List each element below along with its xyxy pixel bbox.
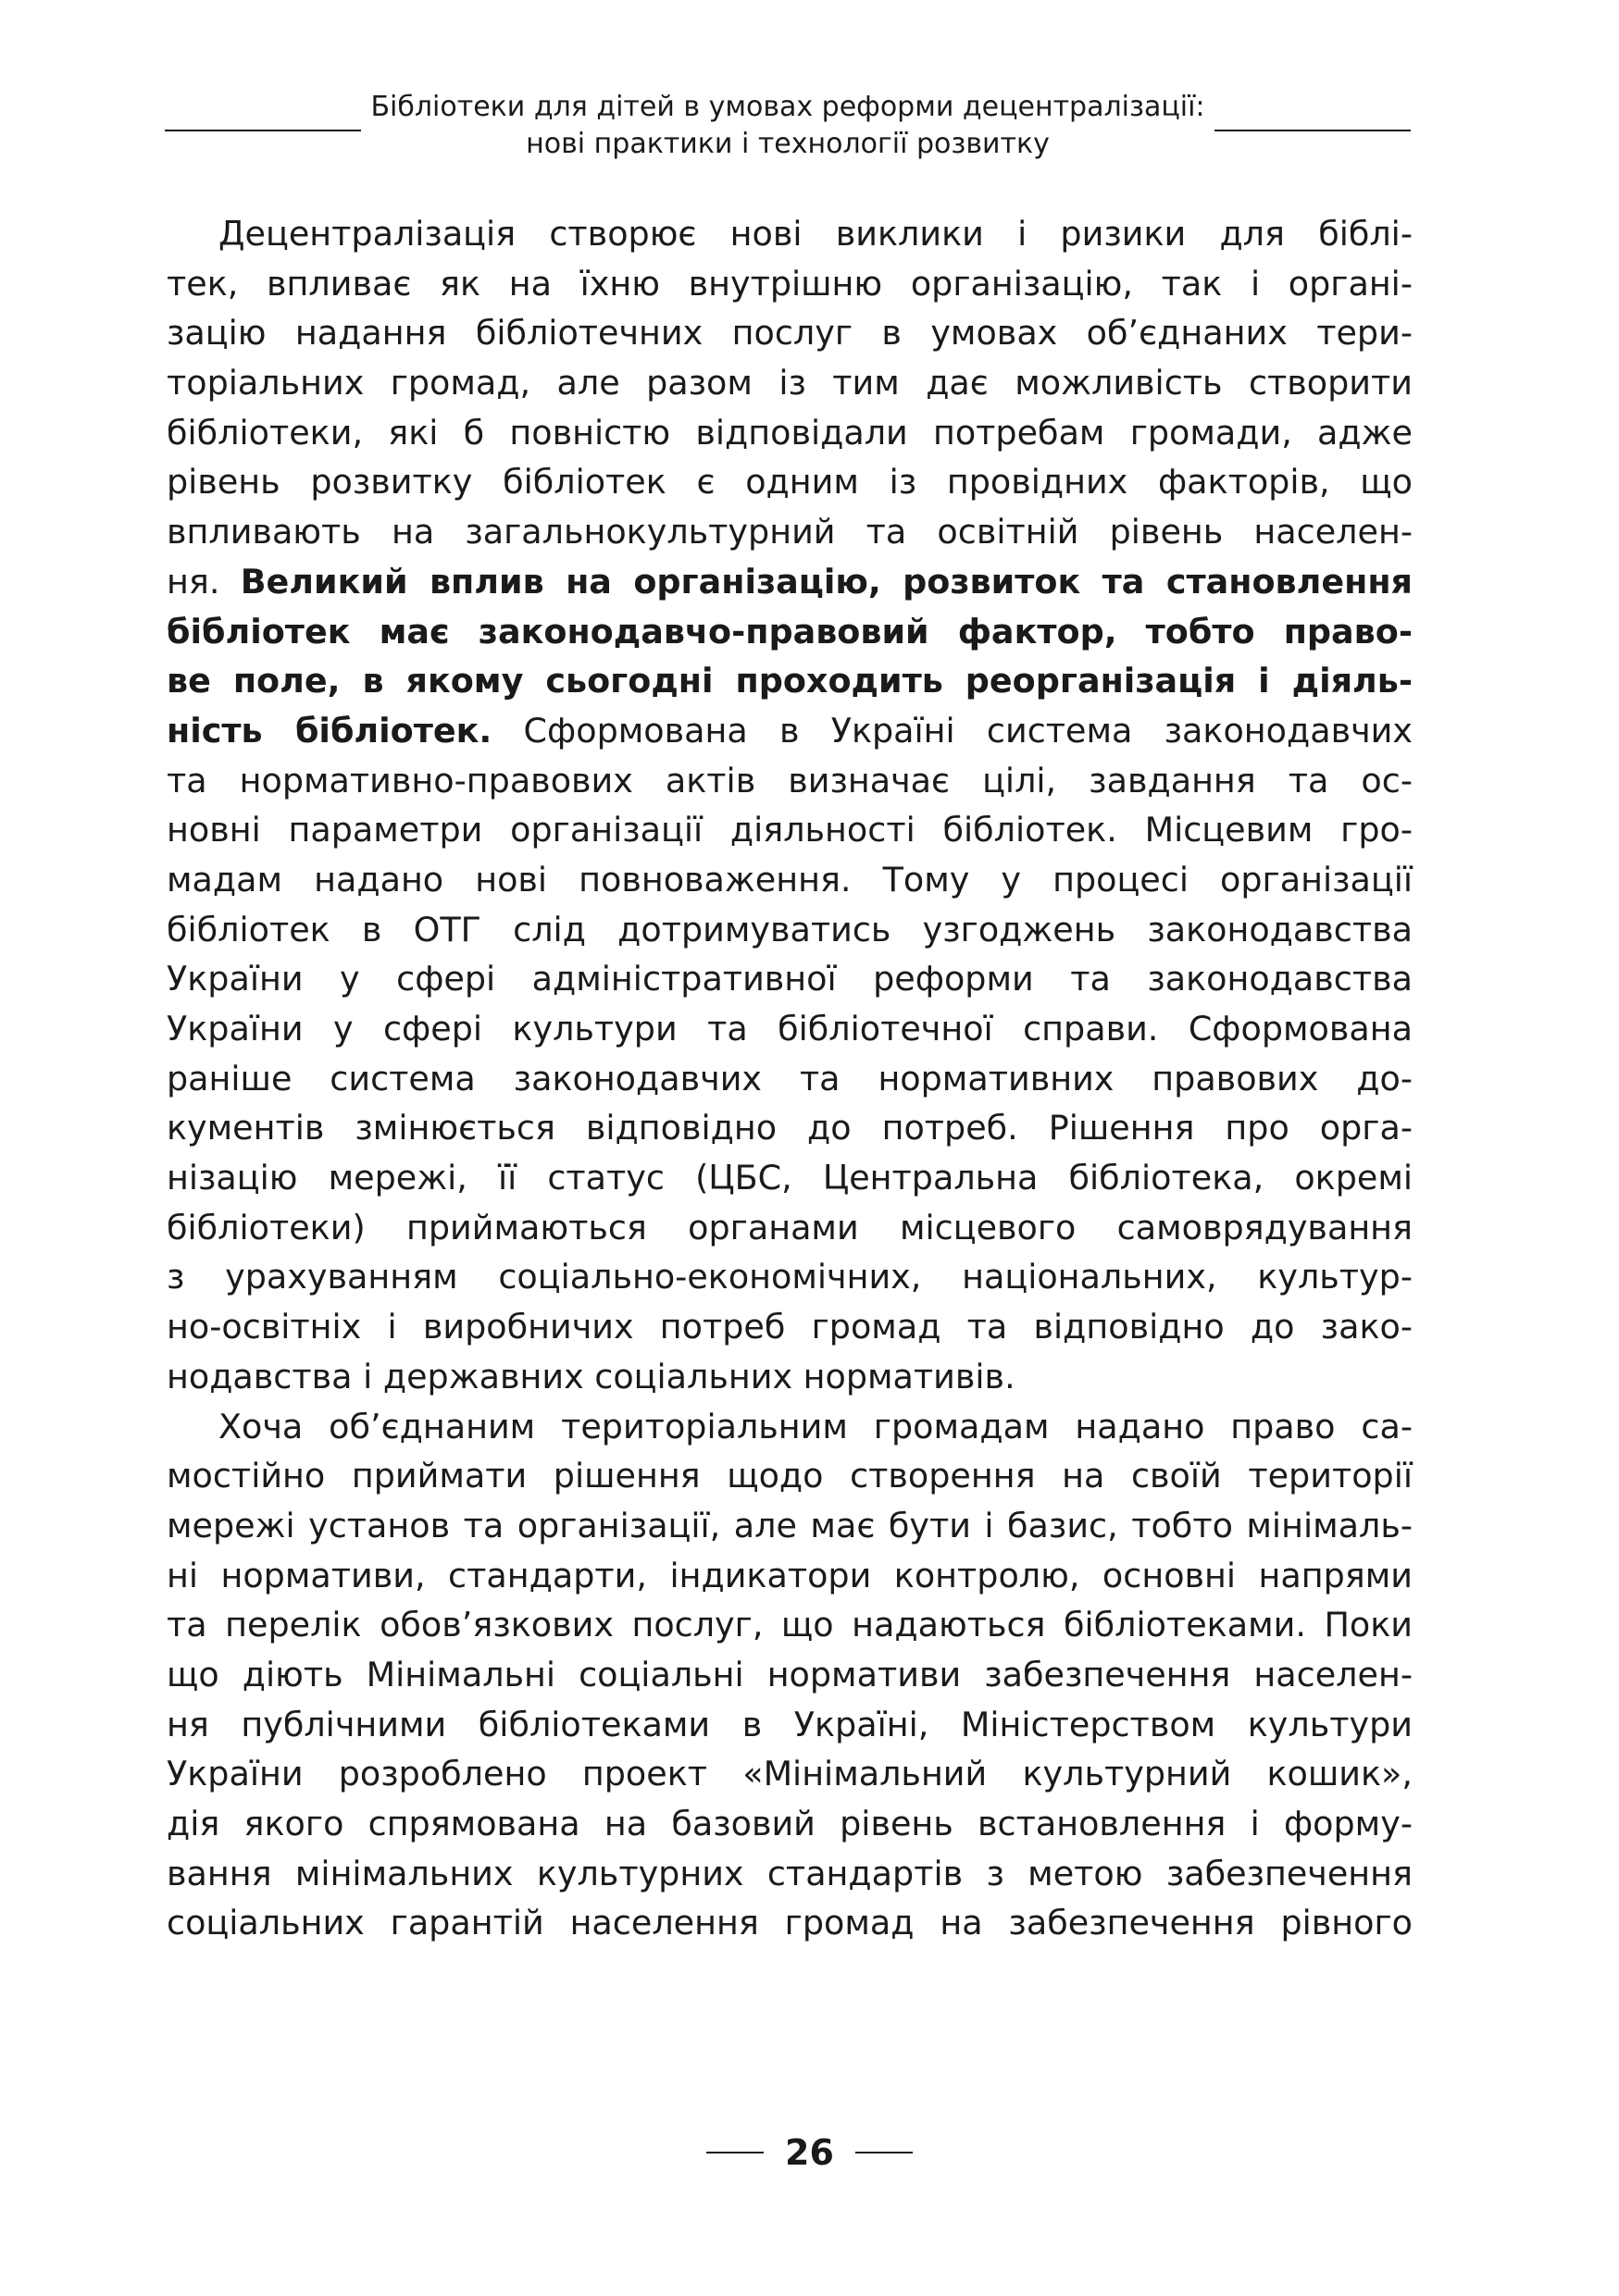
text-line: впливають на загальнокультурний та освітній рівень населен- [167,512,1413,552]
text-line: Хоча об’єднаним територіальним громадам надано право са- [218,1406,1413,1446]
text-line: що діють Мінімальні соціальні нормативи забезпечення населен- [167,1654,1413,1694]
text-line: України у сфері культури та бібліотечної справи. Сформована [167,1009,1413,1049]
text-line: дія якого спрямована на базовий рівень встановлення і форму- [167,1804,1413,1843]
paragraph-2 [167,1402,1413,1949]
text-line: новні параметри організації діяльності бібліотек. Місцевим гро- [167,810,1413,850]
text-line: України розроблено проект «Мінімальний культурний кошик», [167,1754,1413,1794]
text-bold-emphasis: ність бібліотек. [167,710,492,751]
text-line: нізацію мережі, її статус (ЦБС, Центральна бібліотека, окремі [167,1158,1413,1198]
text-line: кументів змінюється відповідно до потреб. Рішення про орга- [167,1108,1413,1148]
text-line: з урахуванням соціально-економічних, національних, культур- [167,1257,1413,1297]
running-header [165,89,1411,172]
text-line: нодавства і державних соціальних нормативів. [167,1356,1015,1396]
text-line: рівень розвитку бібліотек є одним із провідних факторів, що [167,462,1413,503]
text-line-mixed [167,557,1413,607]
text-regular: Сформована в Україні система законодавчих [492,710,1413,751]
header-rule-left [165,130,361,131]
text-line: бібліотеки) приймаються органами місцевого самоврядування [167,1207,1413,1247]
paragraph-1 [167,209,1413,1402]
text-line: вання мінімальних культурних стандартів з метою забезпечення [167,1853,1413,1893]
header-title-line-1: Бібліотеки для дітей в умовах реформи децентралізації: [370,91,1205,123]
text-line: но-освітніх і виробничих потреб громад та відповідно до зако- [167,1307,1413,1347]
text-line: тек, впливає як на їхню внутрішню організацію, так і органі- [167,263,1413,304]
text-line: та перелік обов’язкових послуг, що надаються бібліотеками. Поки [167,1605,1413,1645]
text-line: мережі установ та організації, але має бути і базис, тобто мінімаль- [167,1505,1413,1545]
main-text [167,209,1413,1948]
text-line: мадам надано нові повноваження. Тому у процесі організації [167,859,1413,900]
footer-rule-left [706,2152,764,2153]
text-line: соціальних гарантій населення громад на забезпечення рівного [167,1903,1413,1943]
text-line: мостійно приймати рішення щодо створення на своїй території [167,1456,1413,1496]
text-regular: ня. [167,561,241,602]
text-line-mixed [167,706,1413,756]
text-line: Децентралізація створює нові виклики і ризики для біблі- [218,214,1413,254]
header-title [368,89,1207,163]
text-line-bold: ве поле, в якому сьогодні проходить реорганізація і діяль- [167,661,1413,701]
text-line: ні нормативи, стандарти, індикатори контролю, основні напрями [167,1555,1413,1595]
text-line: раніше система законодавчих та нормативних правових до- [167,1058,1413,1098]
header-title-line-2: нові практики і технології розвитку [526,128,1050,160]
text-line: України у сфері адміністративної реформи та законодавства [167,959,1413,999]
page-number: 26 [785,2132,834,2173]
text-line: та нормативно-правових актів визначає цілі, завдання та ос- [167,760,1413,800]
header-rule-right [1214,130,1411,131]
text-line-bold: бібліотек має законодавчо-правовий фактор, тобто право- [167,611,1413,652]
text-line: бібліотеки, які б повністю відповідали потребам громади, адже [167,412,1413,453]
footer-rule-right [855,2152,913,2153]
text-line: торіальних громад, але разом із тим дає можливість створити [167,363,1413,403]
page-footer [0,2130,1619,2177]
text-bold-emphasis: Великий вплив на організацію, розвиток та становлення [240,561,1413,602]
text-line: ня публічними бібліотеками в Україні, Міністерством культури [167,1704,1413,1744]
text-line: бібліотек в ОТГ слід дотримуватись узгоджень законодавства [167,909,1413,949]
text-line: зацію надання бібліотечних послуг в умовах об’єднаних тери- [167,313,1413,354]
